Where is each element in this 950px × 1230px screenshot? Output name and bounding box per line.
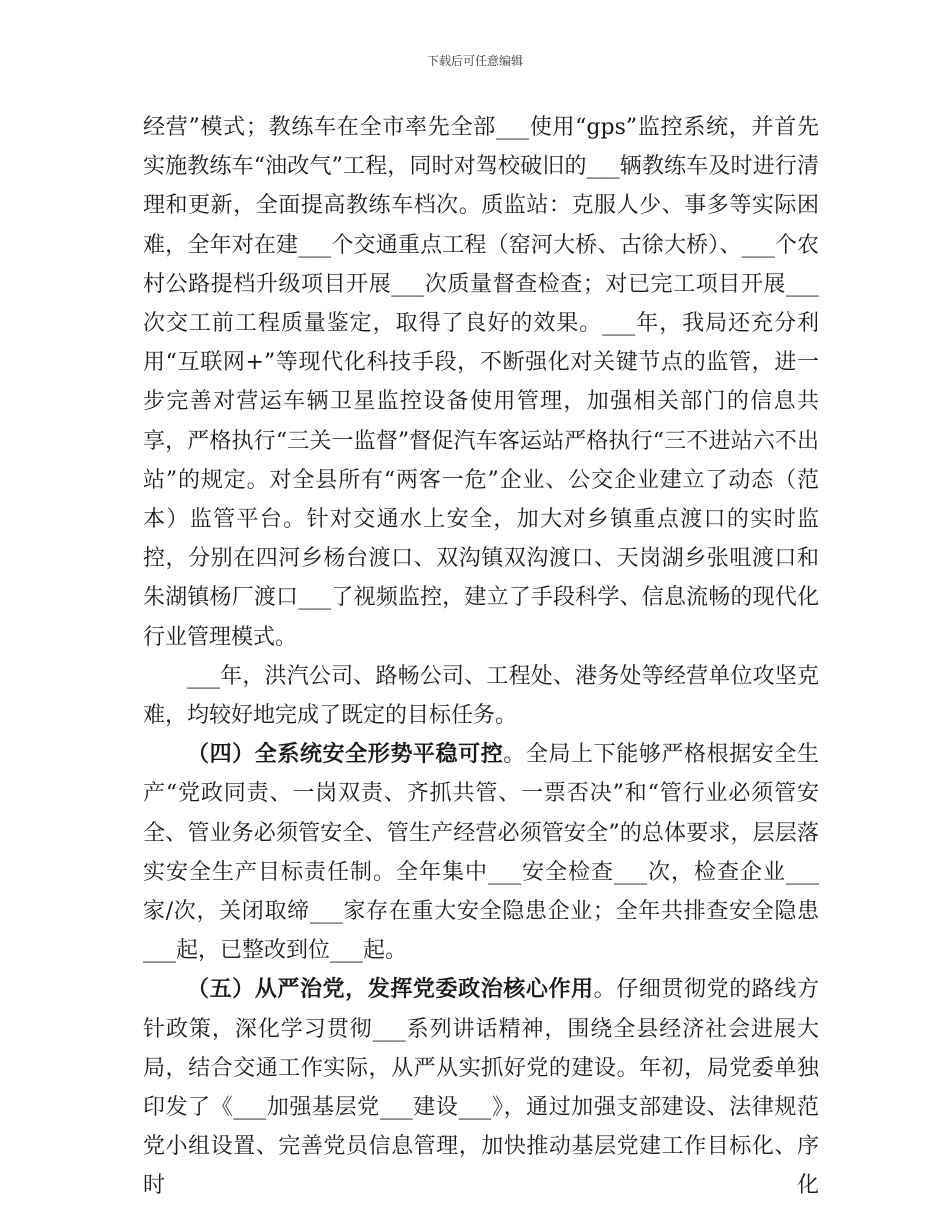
document-body (143, 108, 819, 1206)
paragraph-text: 。仔细贯彻党的路线方针政策，深化学习贯彻___系列讲话精神，围绕全县经济社会进展大局，结合交通工作实际，从严从实抓好党的建设。年初，局党委单独印发了《___加强基层党___建设___》，通过加强支部建设、法律规范党小组设置、完善党员信息管理，加快推动基层党建工作目标化、序时化 (143, 977, 819, 1199)
section-heading-5: （五）从严治党，发挥党委政治核心作用 (187, 976, 594, 1003)
paragraph-3 (143, 735, 819, 970)
paragraph-2 (143, 657, 819, 735)
paragraph-text: 。全局上下能够严格根据安全生产“党政同责、一岗双责、齐抓共管、一票否决”和“管行业必须管安全、管业务必须管安全、管生产经营必须管安全”的总体要求，层层落实安全生产目标责任制。全年集中___安全检查___次，检查企业___家/次，关闭取缔___家存在重大安全隐患企业；全年共排查安全隐患___起，已整改到位___起。 (143, 742, 819, 964)
section-heading-4: （四）全系统安全形势平稳可控 (187, 741, 504, 768)
paragraph-4 (143, 970, 819, 1205)
page-header: 下载后可任意编辑 (426, 54, 523, 68)
paragraph-text: 经营”模式；教练车在全市率先全部___使用“gps”监控系统，并首先实施教练车“油改气”工程，同时对驾校破旧的___辆教练车及时进行清理和更新，全面提高教练车档次。质监站：克服人少、事多等实际困难，全年对在建___个交通重点工程（窑河大桥、古徐大桥）、___个农村公路提档升级项目开展___次质量督查检查；对已完工项目开展___次交工前工程质量鉴定，取得了良好的效果。___年，我局还充分利用“互联网+”等现代化科技手段，不断强化对关键节点的监管，进一步完善对营运车辆卫星监控设备使用管理，加强相关部门的信息共享，严格执行“三关一监督”督促汽车客运站严格执行“三不进站六不出站”的规定。对全县所有“两客一危”企业、公交企业建立了动态（范本）监管平台。针对交通水上安全，加大对乡镇重点渡口的实时监控，分别在四河乡杨台渡口、双沟镇双沟渡口、天岗湖乡张咀渡口和朱湖镇杨厂渡口___了视频监控，建立了手段科学、信息流畅的现代化行业管理模式。 (143, 115, 819, 650)
paragraph-1 (143, 108, 819, 657)
paragraph-text: ___年，洪汽公司、路畅公司、工程处、港务处等经营单位攻坚克难，均较好地完成了既定的目标任务。 (143, 663, 819, 729)
